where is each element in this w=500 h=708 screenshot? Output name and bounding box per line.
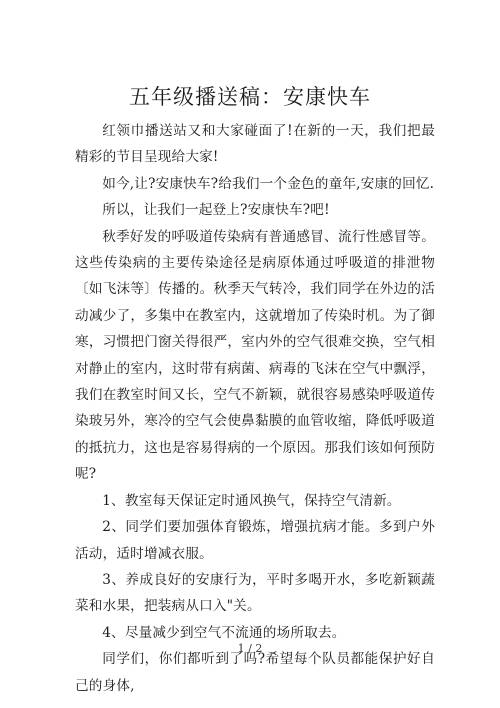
page-number: 1 / 2 <box>237 642 263 655</box>
list-item-2: 2、同学们要加强体育锻炼，增强抗病才能。多到户外活动，适时增减衣服。 <box>75 519 435 562</box>
list-item-3: 3、养成良好的安康行为，平时多喝开水，多吃新颖蔬菜和水果，把装病从口入"关。 <box>75 571 435 615</box>
list-item-4: 4、尽量减少到空气不流通的场所取去。 <box>102 624 346 641</box>
paragraph-now: 如今,让?安康快车?给我们一个金色的童年,安康的回忆. <box>102 175 435 192</box>
list-item-1: 1、教室每天保证定时通风换气，保持空气清新。 <box>102 492 401 509</box>
document-body <box>75 118 435 699</box>
paragraph-board: 所以，让我们一起登上?安康快车?吧! <box>102 202 330 219</box>
paragraph-closing: 同学们，你们都听到了吗?希望每个队员都能保护好自己的身体, <box>75 651 435 694</box>
paragraph-autumn-disease: 秋季好发的呼吸道传染病有普通感冒、流行性感冒等。这些传染病的主要传染途径是病原体通过呼吸道的排泄物〔如飞沫等〕传播的。秋季天气转冷，我们同学在外边的活动减少了，多集中在教室内，这就增加了传染时机。为了御寒，习惯把门窗关得很严，室内外的空气很难交换，空气相对静止的室内，这时带有病菌、病毒的飞沫在空气中飘浮，我们在教室时间又长，空气不新颖，就很容易感染呼吸道传染玻另外，寒冷的空气会使鼻黏膜的血管收缩，降低呼吸道的抵抗力，这也是容易得病的一个原因。那我们该如何预防呢? <box>75 228 435 483</box>
paragraph-intro: 红领巾播送站又和大家碰面了!在新的一天，我们把最精彩的节目呈现给大家! <box>75 123 435 166</box>
document-title: 五年级播送稿：安康快车 <box>129 85 371 109</box>
